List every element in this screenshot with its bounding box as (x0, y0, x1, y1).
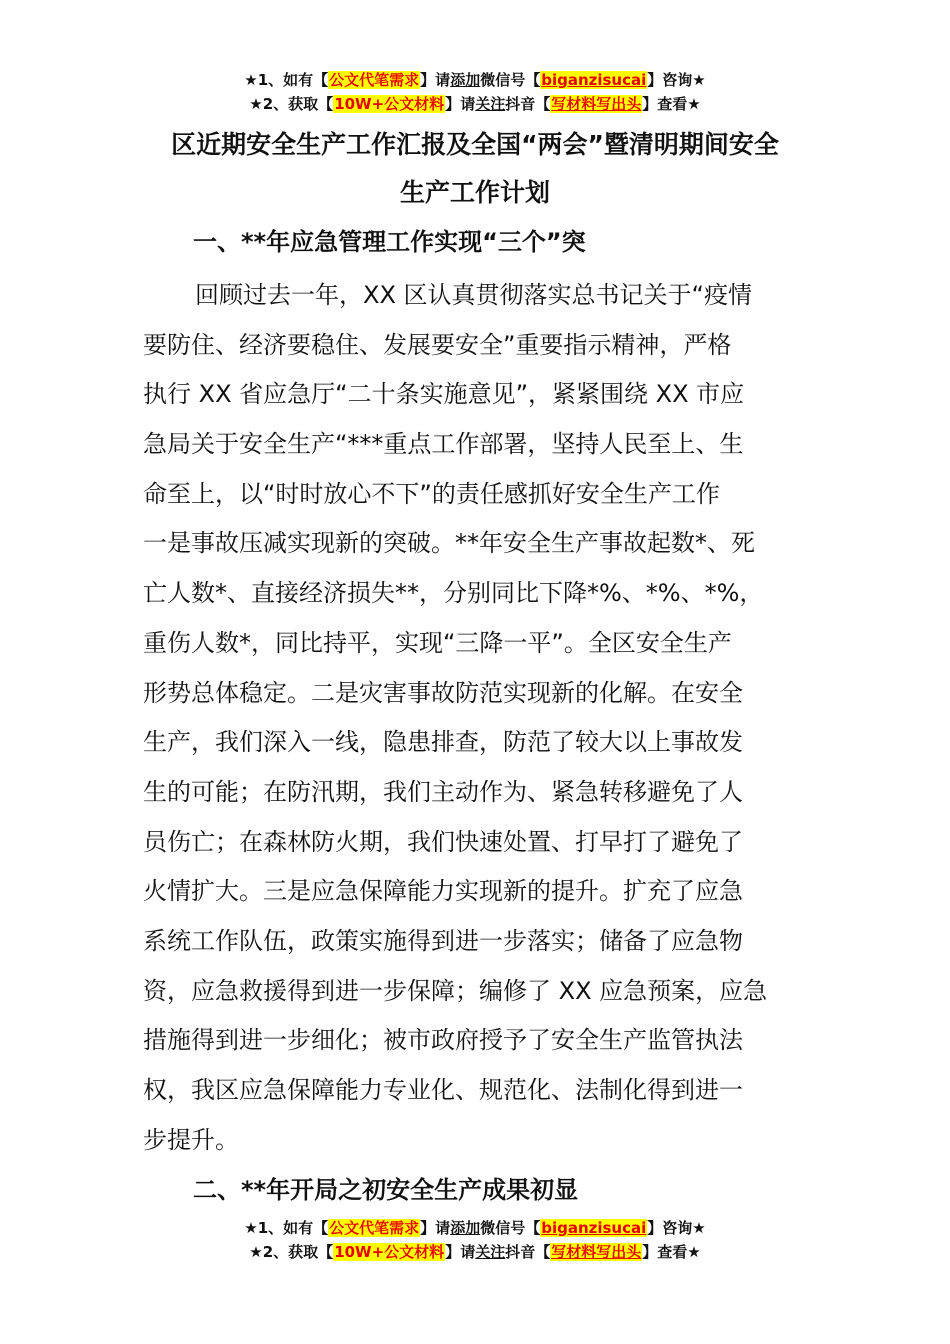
banner-text: 抖音【 (505, 95, 551, 113)
document-title (0, 122, 950, 216)
banner-text: ★2、获取【 (249, 1243, 334, 1261)
body-line: 一是事故压减实现新的突破。**年安全生产事故起数*、死 (143, 529, 755, 558)
banner-text: 】咨询★ (647, 1219, 706, 1237)
banner-text: 】请 (445, 1243, 476, 1261)
banner-text: ★1、如有【 (244, 71, 329, 89)
banner-text: 】请 (445, 95, 476, 113)
banner-text: 抖音【 (505, 1243, 551, 1261)
section-heading-2: 二、**年开局之初安全生产成果初显 (193, 1176, 579, 1204)
title-line-1: 区近期安全生产工作汇报及全国“两会”暨清明期间安全 (171, 130, 779, 159)
banner-underline-text: 关注 (475, 1243, 506, 1261)
banner-underline-text: 添加 (450, 1219, 481, 1237)
body-paragraph (143, 271, 843, 1165)
banner-text: 】咨询★ (647, 71, 706, 89)
body-line: 生产，我们深入一线，隐患排查，防范了较大以上事故发 (143, 728, 743, 757)
body-line: 重伤人数*，同比持平，实现“三降一平”。全区安全生产 (143, 628, 732, 657)
banner-text: 微信号【 (480, 1219, 541, 1237)
banner-wechat-id: biganzisucai (541, 1219, 647, 1237)
body-line: 资，应急救援得到进一步保障；编修了 XX 应急预案，应急 (143, 976, 768, 1005)
banner-highlight: 公文代笔需求 (329, 1219, 420, 1237)
banner-text: 】请 (420, 71, 451, 89)
banner-wechat-id: biganzisucai (541, 71, 647, 89)
banner-douyin-id: 写材料写出头 (551, 95, 642, 113)
body-line: 措施得到进一步细化；被市政府授予了安全生产监管执法 (143, 1026, 743, 1055)
banner-text: 】查看★ (642, 95, 701, 113)
body-line: 员伤亡；在森林防火期，我们快速处置、打早打了避免了 (143, 827, 743, 856)
body-line: 急局关于安全生产“***重点工作部署，坚持人民至上、生 (143, 430, 744, 459)
body-line: 要防住、经济要稳住、发展要安全”重要指示精神，严格 (143, 330, 732, 359)
body-line: 执行 XX 省应急厅“二十条实施意见”，紧紧围绕 XX 市应 (143, 380, 745, 409)
body-line: 生的可能；在防汛期，我们主动作为、紧急转移避免了人 (143, 777, 743, 806)
body-line: 亡人数*、直接经济损失**，分别同比下降*%、*%、*%， (143, 579, 764, 608)
section-heading-1: 一、**年应急管理工作实现“三个”突 (193, 228, 586, 256)
banner-highlight: 10W+公文材料 (334, 1243, 445, 1261)
banner-text: 微信号【 (480, 71, 541, 89)
banner-line-1 (0, 68, 950, 92)
top-banner (0, 68, 950, 116)
banner-underline-text: 添加 (450, 71, 481, 89)
body-line: 火情扩大。三是应急保障能力实现新的提升。扩充了应急 (143, 877, 743, 906)
banner-underline-text: 关注 (475, 95, 506, 113)
banner-text: ★2、获取【 (249, 95, 334, 113)
body-line: 命至上，以“时时放心不下”的责任感抓好安全生产工作 (143, 479, 720, 508)
banner-douyin-id: 写材料写出头 (551, 1243, 642, 1261)
banner-line-2 (0, 92, 950, 116)
title-line-2: 生产工作计划 (399, 178, 550, 207)
banner-text: ★1、如有【 (244, 1219, 329, 1237)
banner-text: 】请 (420, 1219, 451, 1237)
body-line: 系统工作队伍，政策实施得到进一步落实；储备了应急物 (143, 926, 743, 955)
body-line: 形势总体稳定。二是灾害事故防范实现新的化解。在安全 (143, 678, 743, 707)
body-line: 步提升。 (143, 1125, 239, 1154)
banner-text: 】查看★ (642, 1243, 701, 1261)
banner-highlight: 公文代笔需求 (329, 71, 420, 89)
body-line: 回顾过去一年，XX 区认真贯彻落实总书记关于“疫情 (195, 281, 752, 309)
banner-line-2 (0, 1240, 950, 1264)
banner-line-1 (0, 1216, 950, 1240)
body-line: 权，我区应急保障能力专业化、规范化、法制化得到进一 (143, 1076, 743, 1104)
bottom-banner (0, 1216, 950, 1264)
banner-highlight: 10W+公文材料 (334, 95, 445, 113)
